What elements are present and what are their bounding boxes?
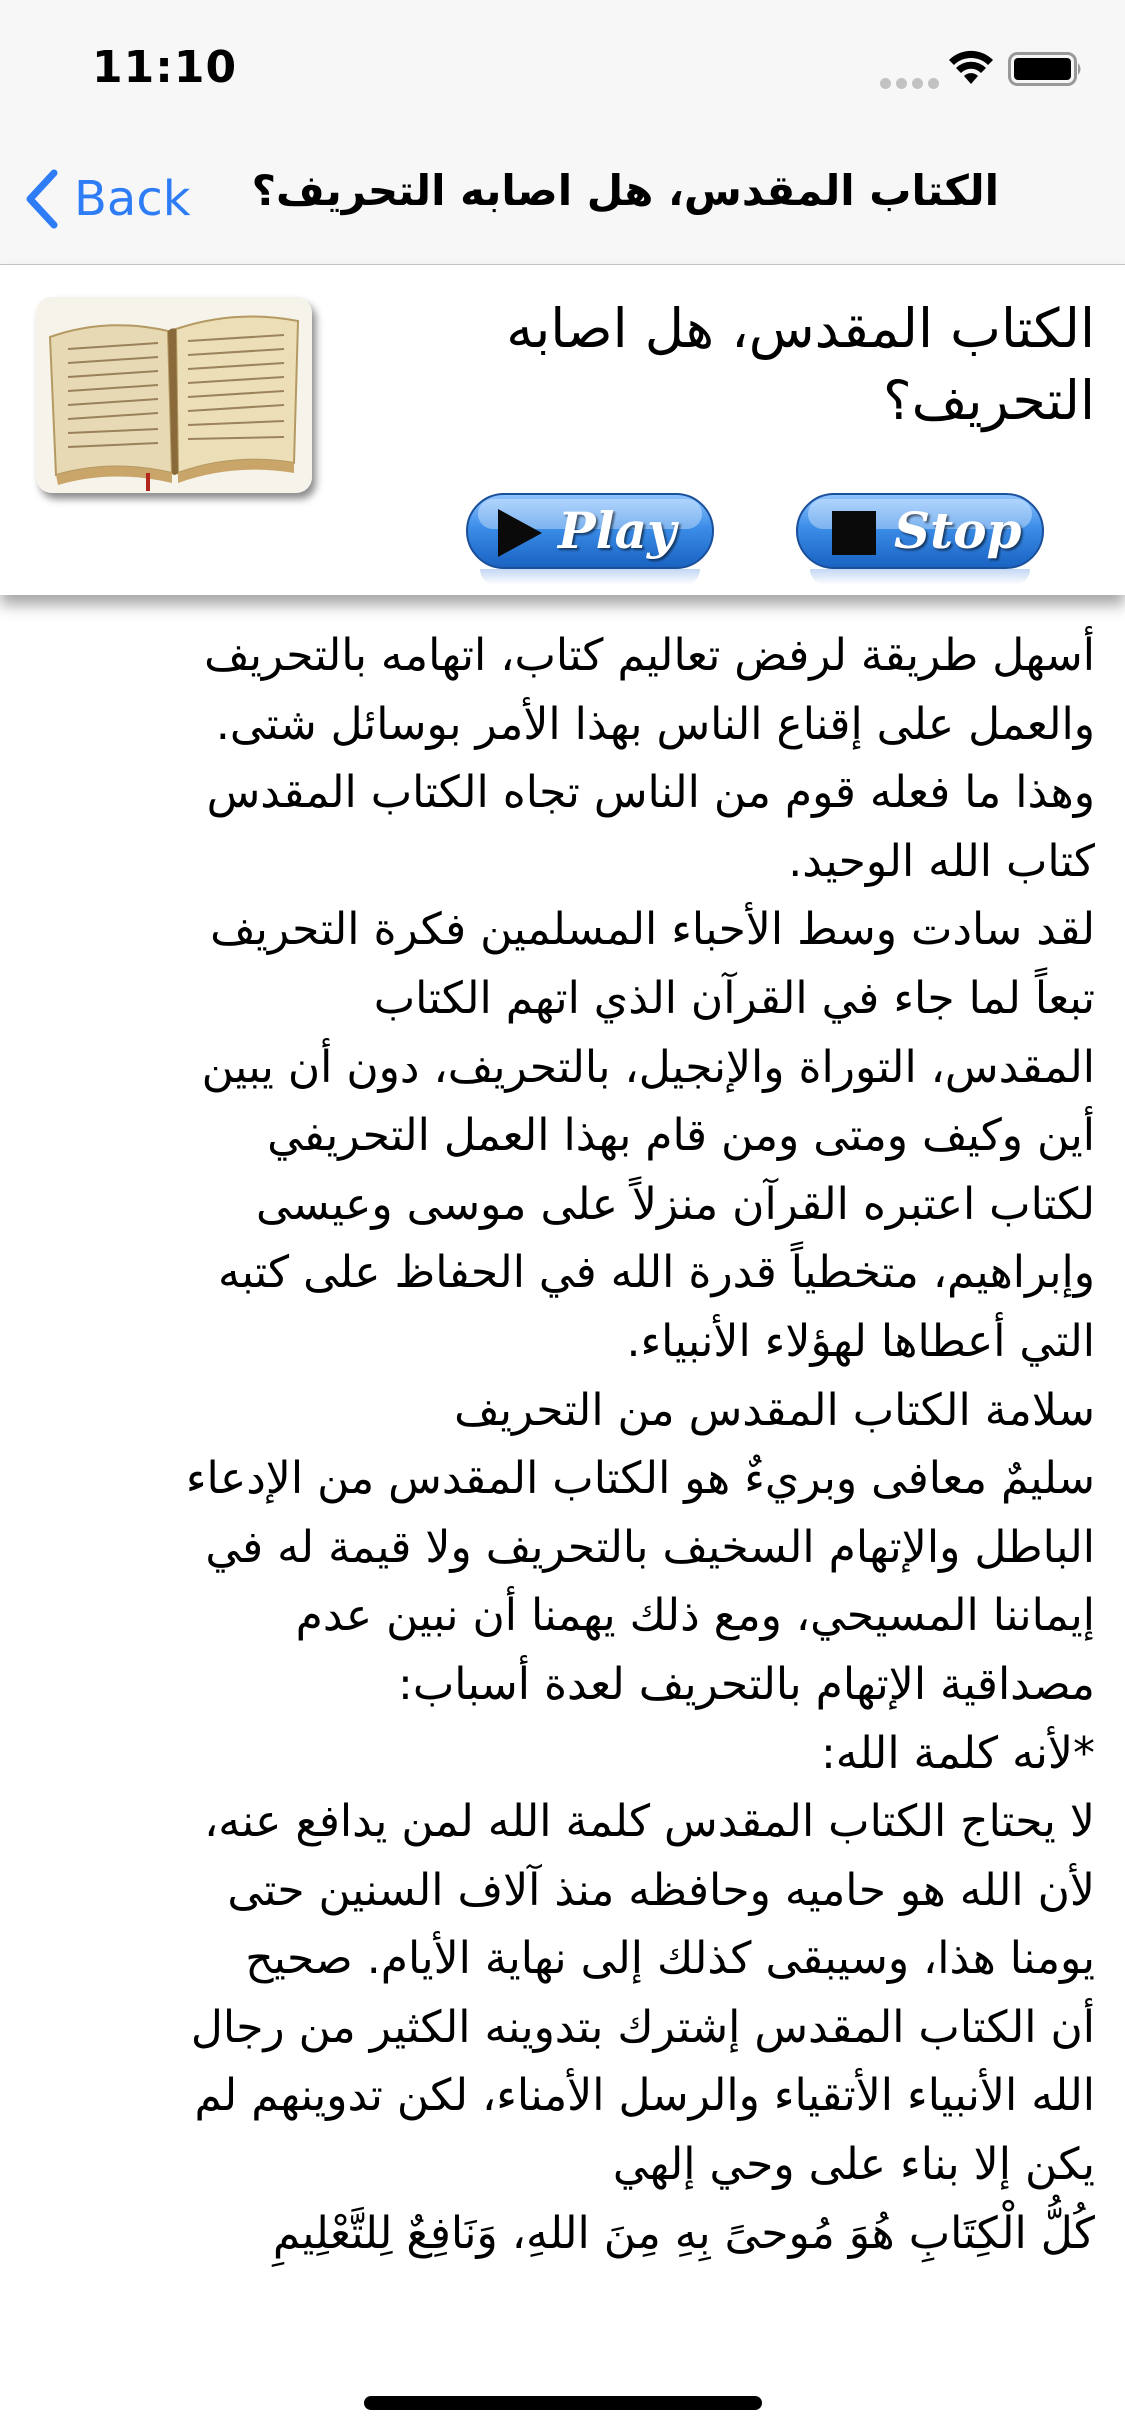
status-bar [0, 0, 1125, 132]
stop-button[interactable] [796, 493, 1044, 585]
body-text-line: كتاب الله الوحيد. [788, 835, 1095, 887]
wifi-icon [948, 50, 994, 86]
body-text-line: يكن إلا بناء على وحي إلهي [612, 2139, 1095, 2191]
body-text-line: وهذا ما فعله قوم من الناس تجاه الكتاب المقدس [206, 767, 1095, 819]
body-text-line: أن الكتاب المقدس إشترك بتدوينه الكثير من رجال [190, 2001, 1095, 2053]
body-text-line: أين وكيف ومتى ومن قام بهذا العمل التحريفي [267, 1110, 1095, 1162]
body-text-line: *لأنه كلمة الله: [820, 1727, 1095, 1779]
body-text-line: تبعاً لما جاء في القرآن الذي اتهم الكتاب [373, 972, 1095, 1024]
play-button[interactable] [466, 493, 714, 585]
nav-title: الكتاب المقدس، هل اصابه التحريف؟ [251, 166, 999, 215]
article-body[interactable] [40, 622, 1095, 2344]
open-book-icon [36, 297, 312, 493]
stop-label: Stop [894, 501, 1022, 560]
body-text-line: الباطل والإتهام السخيف بالتحريف ولا قيمة له في [205, 1521, 1095, 1573]
status-time: 11:10 [92, 42, 238, 93]
play-button-pill [466, 493, 714, 569]
body-text-line: مصداقية الإتهام بالتحريف لعدة أسباب: [398, 1658, 1095, 1710]
home-indicator[interactable] [364, 2396, 762, 2410]
body-text-line: لا يحتاج الكتاب المقدس كلمة الله لمن يدافع عنه، [204, 1796, 1095, 1848]
body-text-line: التي أعطاها لهؤلاء الأنبياء. [626, 1315, 1095, 1367]
body-text-line: المقدس، التوراة والإنجيل، بالتحريف، دون أن يبين [201, 1041, 1095, 1093]
body-text-line: يومنا هذا، وسيبقى كذلك إلى نهاية الأيام. صحيح [245, 1933, 1095, 1985]
body-text-line: وإبراهيم، متخطياً قدرة الله في الحفاظ على كتبه [217, 1247, 1095, 1299]
navigation-bar [0, 132, 1125, 265]
book-thumbnail-image [36, 297, 312, 493]
body-text-line: لكتاب اعتبره القرآن منزلاً على موسى وعيسى [255, 1178, 1095, 1230]
stop-button-pill [796, 493, 1044, 569]
battery-icon [1008, 52, 1084, 86]
body-text-line: أسهل طريقة لرفض تعاليم كتاب، اتهامه بالتحريف [204, 630, 1095, 681]
body-text-line: سليمٌ معافى وبريءٌ هو الكتاب المقدس من الإدعاء [185, 1453, 1095, 1505]
body-text-line: لأن الله هو حاميه وحافظه منذ آلاف السنين حتى [227, 1864, 1095, 1916]
body-text-line: الله الأنبياء الأتقياء والرسل الأمناء، لكن تدوينهم لم [194, 2070, 1095, 2122]
body-text-line: لقد سادت وسط الأحباء المسلمين فكرة التحريف [210, 904, 1095, 956]
body-text-line: سلامة الكتاب المقدس من التحريف [454, 1384, 1095, 1436]
article-title-line: الكتاب المقدس، هل اصابه [506, 297, 1095, 360]
play-icon [498, 509, 542, 557]
chevron-left-icon [22, 167, 62, 231]
body-text-line: إيماننا المسيحي، ومع ذلك يهمنا أن نبين عدم [295, 1590, 1095, 1642]
body-text-line: والعمل على إقناع الناس بهذا الأمر بوسائل شتى. [215, 698, 1095, 750]
article-header [0, 265, 1125, 595]
back-button[interactable] [22, 164, 191, 234]
article-title-line: التحريف؟ [883, 369, 1095, 432]
body-text-line: كُلُّ الْكِتَابِ هُوَ مُوحىً بِهِ مِنَ اللهِ، وَنَافِعٌ لِلتَّعْلِيمِ [272, 2207, 1095, 2259]
back-label: Back [74, 171, 191, 227]
stop-icon [832, 511, 876, 555]
play-label: Play [558, 501, 677, 560]
article-title [415, 293, 1095, 437]
